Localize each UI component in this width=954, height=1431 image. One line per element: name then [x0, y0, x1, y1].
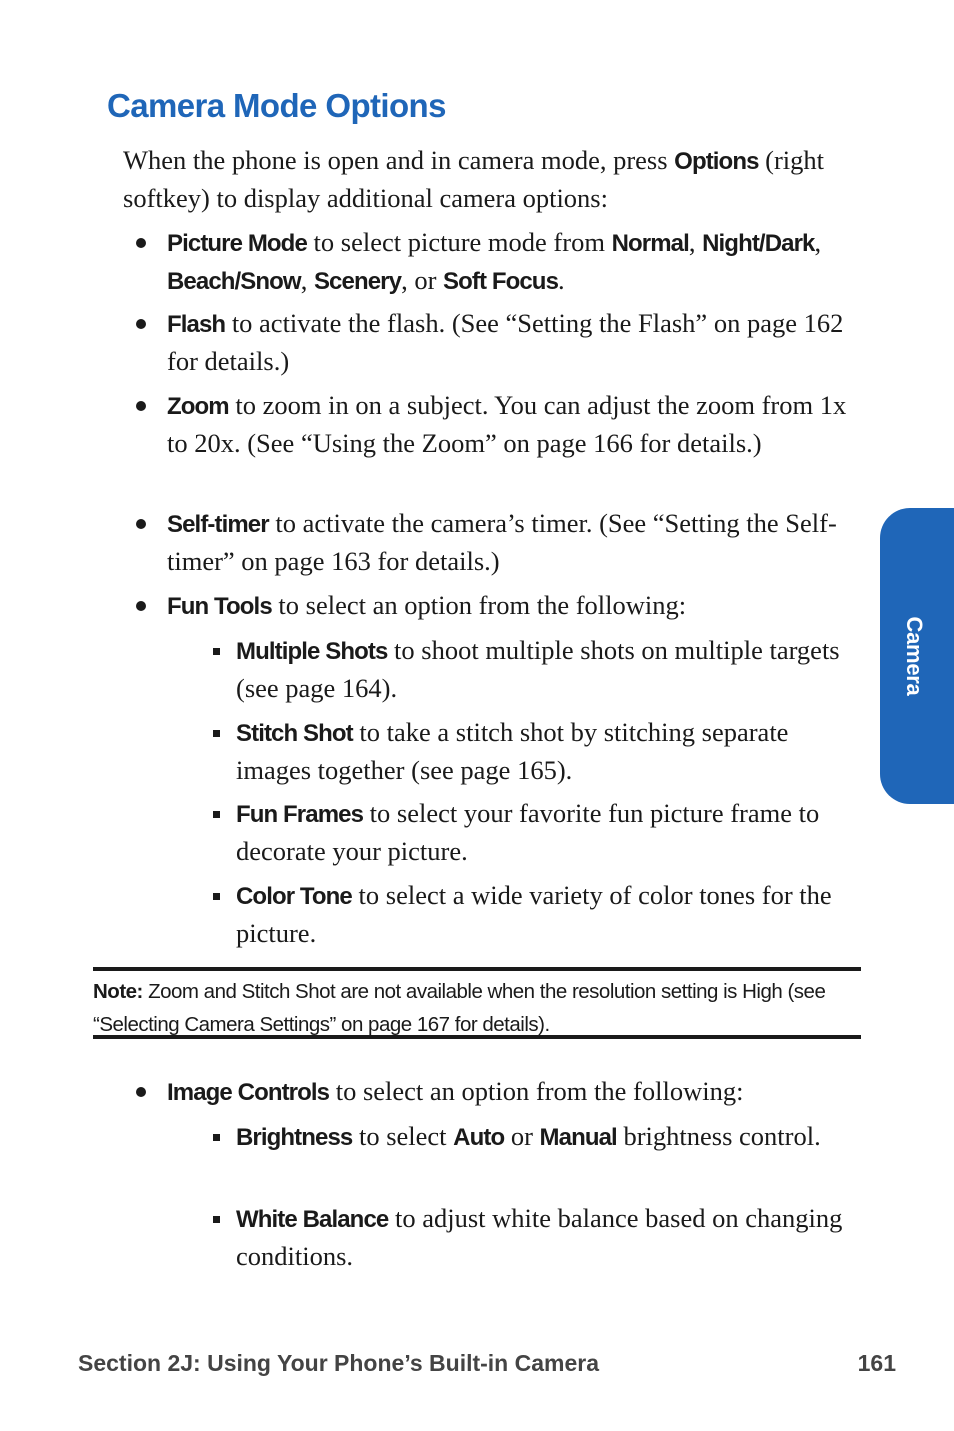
stitch-shot-label: Stitch Shot: [236, 720, 353, 747]
bullet-dot-icon: [136, 519, 146, 529]
soft-focus-label: Soft Focus: [443, 268, 559, 295]
fun-frames-label: Fun Frames: [236, 801, 364, 828]
bullet-square-icon: [213, 648, 220, 655]
bullet-square-icon: [213, 893, 220, 900]
multiple-shots-label: Multiple Shots: [236, 638, 388, 665]
image-controls-text: to select an option from the following:: [329, 1076, 744, 1106]
bullet-square-icon: [213, 1134, 220, 1141]
picture-mode-text-6: .: [558, 265, 565, 295]
color-tone-text: to select a wide variety of color tones for the picture.: [236, 880, 832, 948]
bullet-image-controls: [167, 1073, 867, 1111]
color-tone-label: Color Tone: [236, 883, 352, 910]
bullet-square-icon: [213, 730, 220, 737]
zoom-label: Zoom: [167, 393, 229, 420]
picture-mode-text-2: ,: [688, 227, 703, 257]
bullet-dot-icon: [136, 601, 146, 611]
brightness-text-1: to select: [352, 1121, 454, 1151]
intro-text-1: When the phone is open and in camera mode, press: [123, 145, 675, 175]
white-balance-text: to adjust white balance based on changing conditions.: [236, 1203, 843, 1271]
sub-bullet-fun-frames: [236, 795, 866, 870]
picture-mode-text-4: ,: [300, 265, 314, 295]
section-side-tab-label: Camera: [902, 616, 927, 696]
sub-bullet-brightness: [236, 1118, 866, 1156]
zoom-text: to zoom in on a subject. You can adjust the zoom from 1x to 20x. (See “Using the Zoom” on page 166 for details.): [167, 390, 847, 458]
brightness-label: Brightness: [236, 1124, 353, 1151]
picture-mode-text-3: ,: [814, 227, 822, 257]
night-dark-label: Night/Dark: [702, 230, 815, 257]
bullet-dot-icon: [136, 401, 146, 411]
flash-text: to activate the flash. (See “Setting the Flash” on page 162 for details.): [167, 308, 844, 376]
stitch-shot-text: to take a stitch shot by stitching separate images together (see page 165).: [236, 717, 789, 785]
normal-label: Normal: [611, 230, 689, 257]
bullet-dot-icon: [136, 1087, 146, 1097]
scenery-label: Scenery: [313, 268, 402, 295]
auto-label: Auto: [453, 1124, 505, 1151]
page-footer: [78, 1350, 896, 1377]
bullet-flash: [167, 305, 867, 380]
bullet-square-icon: [213, 1216, 220, 1223]
note-label: Note:: [93, 980, 143, 1003]
white-balance-label: White Balance: [236, 1206, 389, 1233]
brightness-text-3: brightness control.: [616, 1121, 821, 1151]
page-number: 161: [857, 1350, 896, 1376]
multiple-shots-text: to shoot multiple shots on multiple targets (see page 164).: [236, 635, 840, 703]
bullet-self-timer: [167, 505, 867, 580]
footer-section-title: Section 2J: Using Your Phone’s Built-in Camera: [78, 1350, 600, 1376]
sub-bullet-white-balance: [236, 1200, 866, 1275]
picture-mode-text-5: , or: [401, 265, 444, 295]
bullet-picture-mode: [167, 224, 867, 300]
brightness-text-2: or: [504, 1121, 540, 1151]
picture-mode-label: Picture Mode: [167, 230, 307, 257]
bullet-dot-icon: [136, 319, 146, 329]
sub-bullet-multiple-shots: [236, 632, 866, 707]
fun-frames-text: to select your favorite fun picture frame to decorate your picture.: [236, 798, 820, 866]
manual-label: Manual: [539, 1124, 617, 1151]
options-softkey-label: Options: [674, 148, 759, 175]
note-box: [93, 967, 861, 1039]
image-controls-label: Image Controls: [167, 1079, 330, 1106]
self-timer-text: to activate the camera’s timer. (See “Setting the Self-timer” on page 163 for details.): [167, 508, 837, 576]
bullet-zoom: [167, 387, 867, 462]
fun-tools-label: Fun Tools: [167, 593, 272, 620]
flash-label: Flash: [167, 311, 226, 338]
bullet-square-icon: [213, 811, 220, 818]
sub-bullet-stitch-shot: [236, 714, 866, 789]
picture-mode-text-1: to select picture mode from: [306, 227, 612, 257]
intro-text-2: (right softkey) to display additional camera options:: [123, 145, 825, 213]
intro-paragraph: [123, 142, 863, 217]
bullet-fun-tools: [167, 587, 867, 625]
note-text: Zoom and Stitch Shot are not available when the resolution setting is High (see “Selecting Camera Settings” on page 167 for details).: [93, 980, 826, 1036]
bullet-dot-icon: [136, 238, 146, 248]
beach-snow-label: Beach/Snow: [167, 268, 301, 295]
self-timer-label: Self-timer: [167, 511, 269, 538]
page-title: Camera Mode Options: [107, 87, 446, 124]
sub-bullet-color-tone: [236, 877, 866, 952]
fun-tools-text: to select an option from the following:: [271, 590, 687, 620]
